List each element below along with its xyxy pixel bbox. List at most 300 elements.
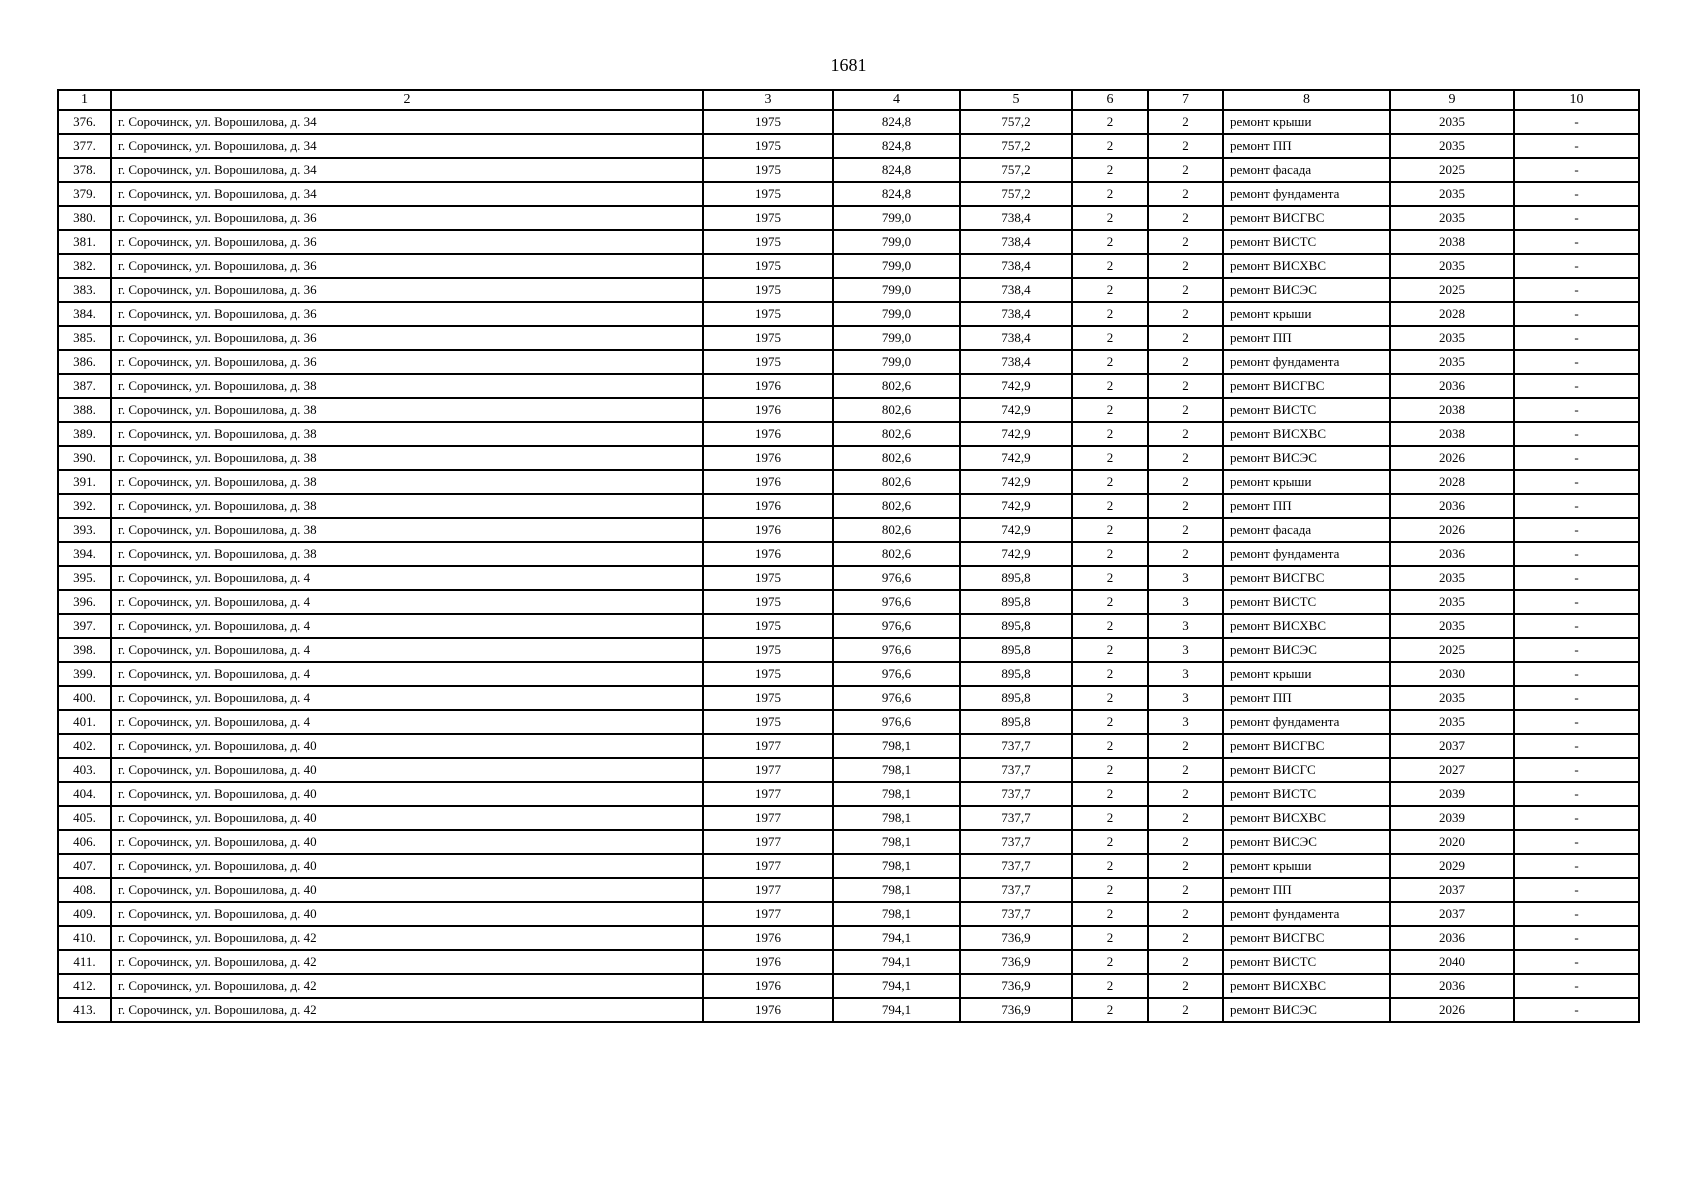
work-type-cell: ремонт ВИСХВС [1223,254,1390,278]
entrances-cell: 2 [1072,446,1148,470]
address-cell: г. Сорочинск, ул. Ворошилова, д. 36 [111,254,703,278]
floors-cell: 2 [1148,926,1223,950]
row-number-cell: 391. [58,470,111,494]
total-area-cell: 798,1 [833,806,960,830]
note-cell: - [1514,830,1639,854]
work-type-cell: ремонт фундамента [1223,350,1390,374]
work-type-cell: ремонт фасада [1223,158,1390,182]
note-cell: - [1514,590,1639,614]
address-cell: г. Сорочинск, ул. Ворошилова, д. 40 [111,806,703,830]
total-area-cell: 794,1 [833,950,960,974]
living-area-cell: 742,9 [960,542,1072,566]
note-cell: - [1514,950,1639,974]
planned-year-cell: 2025 [1390,638,1514,662]
table-row [58,302,1639,326]
work-type-cell: ремонт ВИСГВС [1223,374,1390,398]
address-cell: г. Сорочинск, ул. Ворошилова, д. 4 [111,590,703,614]
note-cell: - [1514,710,1639,734]
row-number-cell: 400. [58,686,111,710]
row-number-cell: 377. [58,134,111,158]
planned-year-cell: 2035 [1390,686,1514,710]
entrances-cell: 2 [1072,206,1148,230]
row-number-cell: 392. [58,494,111,518]
total-area-cell: 976,6 [833,566,960,590]
address-cell: г. Сорочинск, ул. Ворошилова, д. 4 [111,710,703,734]
total-area-cell: 798,1 [833,854,960,878]
table-row [58,974,1639,998]
planned-year-cell: 2035 [1390,710,1514,734]
row-number-cell: 376. [58,110,111,134]
address-cell: г. Сорочинск, ул. Ворошилова, д. 4 [111,662,703,686]
row-number-cell: 390. [58,446,111,470]
note-cell: - [1514,974,1639,998]
total-area-cell: 976,6 [833,638,960,662]
address-cell: г. Сорочинск, ул. Ворошилова, д. 42 [111,998,703,1022]
address-cell: г. Сорочинск, ул. Ворошилова, д. 38 [111,446,703,470]
planned-year-cell: 2037 [1390,902,1514,926]
planned-year-cell: 2025 [1390,278,1514,302]
table-row [58,518,1639,542]
address-cell: г. Сорочинск, ул. Ворошилова, д. 38 [111,422,703,446]
note-cell: - [1514,806,1639,830]
row-number-cell: 408. [58,878,111,902]
note-cell: - [1514,374,1639,398]
work-type-cell: ремонт ВИСЭС [1223,278,1390,302]
build-year-cell: 1976 [703,542,833,566]
planned-year-cell: 2026 [1390,446,1514,470]
total-area-cell: 798,1 [833,878,960,902]
living-area-cell: 737,7 [960,902,1072,926]
living-area-cell: 742,9 [960,398,1072,422]
address-cell: г. Сорочинск, ул. Ворошилова, д. 40 [111,854,703,878]
total-area-cell: 799,0 [833,278,960,302]
work-type-cell: ремонт крыши [1223,110,1390,134]
living-area-cell: 738,4 [960,230,1072,254]
table-row [58,470,1639,494]
floors-cell: 2 [1148,470,1223,494]
total-area-cell: 799,0 [833,326,960,350]
table-row [58,158,1639,182]
work-type-cell: ремонт ВИСГВС [1223,926,1390,950]
address-cell: г. Сорочинск, ул. Ворошилова, д. 40 [111,782,703,806]
work-type-cell: ремонт ВИСХВС [1223,974,1390,998]
floors-cell: 2 [1148,302,1223,326]
floors-cell: 2 [1148,326,1223,350]
entrances-cell: 2 [1072,398,1148,422]
table-row [58,950,1639,974]
row-number-cell: 399. [58,662,111,686]
total-area-cell: 798,1 [833,758,960,782]
living-area-cell: 738,4 [960,206,1072,230]
row-number-cell: 382. [58,254,111,278]
total-area-cell: 802,6 [833,422,960,446]
work-type-cell: ремонт ПП [1223,494,1390,518]
table-row [58,230,1639,254]
entrances-cell: 2 [1072,590,1148,614]
total-area-cell: 798,1 [833,782,960,806]
total-area-cell: 802,6 [833,470,960,494]
row-number-cell: 384. [58,302,111,326]
work-type-cell: ремонт крыши [1223,470,1390,494]
row-number-cell: 388. [58,398,111,422]
build-year-cell: 1976 [703,422,833,446]
living-area-cell: 738,4 [960,278,1072,302]
total-area-cell: 794,1 [833,974,960,998]
living-area-cell: 895,8 [960,590,1072,614]
work-type-cell: ремонт фундамента [1223,710,1390,734]
table-row [58,254,1639,278]
living-area-cell: 895,8 [960,638,1072,662]
total-area-cell: 799,0 [833,254,960,278]
entrances-cell: 2 [1072,518,1148,542]
living-area-cell: 738,4 [960,254,1072,278]
row-number-cell: 383. [58,278,111,302]
note-cell: - [1514,686,1639,710]
build-year-cell: 1977 [703,854,833,878]
floors-cell: 2 [1148,758,1223,782]
repair-schedule-table [57,89,1640,1023]
planned-year-cell: 2028 [1390,470,1514,494]
total-area-cell: 802,6 [833,374,960,398]
work-type-cell: ремонт ВИСХВС [1223,806,1390,830]
floors-cell: 2 [1148,854,1223,878]
planned-year-cell: 2036 [1390,374,1514,398]
column-header: 5 [960,90,1072,110]
entrances-cell: 2 [1072,542,1148,566]
row-number-cell: 394. [58,542,111,566]
table-row [58,134,1639,158]
address-cell: г. Сорочинск, ул. Ворошилова, д. 36 [111,206,703,230]
build-year-cell: 1977 [703,830,833,854]
build-year-cell: 1975 [703,566,833,590]
entrances-cell: 2 [1072,182,1148,206]
table-row [58,662,1639,686]
note-cell: - [1514,158,1639,182]
planned-year-cell: 2037 [1390,878,1514,902]
total-area-cell: 799,0 [833,302,960,326]
total-area-cell: 802,6 [833,518,960,542]
build-year-cell: 1975 [703,254,833,278]
entrances-cell: 2 [1072,758,1148,782]
planned-year-cell: 2040 [1390,950,1514,974]
total-area-cell: 794,1 [833,998,960,1022]
entrances-cell: 2 [1072,830,1148,854]
living-area-cell: 736,9 [960,974,1072,998]
table-row [58,350,1639,374]
build-year-cell: 1976 [703,398,833,422]
address-cell: г. Сорочинск, ул. Ворошилова, д. 36 [111,230,703,254]
address-cell: г. Сорочинск, ул. Ворошилова, д. 40 [111,830,703,854]
total-area-cell: 802,6 [833,494,960,518]
living-area-cell: 895,8 [960,566,1072,590]
floors-cell: 3 [1148,614,1223,638]
living-area-cell: 737,7 [960,878,1072,902]
entrances-cell: 2 [1072,374,1148,398]
work-type-cell: ремонт крыши [1223,302,1390,326]
planned-year-cell: 2029 [1390,854,1514,878]
living-area-cell: 742,9 [960,422,1072,446]
living-area-cell: 736,9 [960,950,1072,974]
work-type-cell: ремонт ВИСЭС [1223,998,1390,1022]
entrances-cell: 2 [1072,782,1148,806]
table-row [58,278,1639,302]
table-row [58,902,1639,926]
address-cell: г. Сорочинск, ул. Ворошилова, д. 42 [111,950,703,974]
entrances-cell: 2 [1072,854,1148,878]
floors-cell: 3 [1148,590,1223,614]
note-cell: - [1514,782,1639,806]
table-row [58,758,1639,782]
living-area-cell: 737,7 [960,758,1072,782]
floors-cell: 2 [1148,110,1223,134]
address-cell: г. Сорочинск, ул. Ворошилова, д. 36 [111,350,703,374]
total-area-cell: 798,1 [833,902,960,926]
total-area-cell: 976,6 [833,686,960,710]
note-cell: - [1514,902,1639,926]
floors-cell: 2 [1148,902,1223,926]
floors-cell: 3 [1148,566,1223,590]
entrances-cell: 2 [1072,302,1148,326]
build-year-cell: 1976 [703,446,833,470]
planned-year-cell: 2036 [1390,542,1514,566]
entrances-cell: 2 [1072,494,1148,518]
address-cell: г. Сорочинск, ул. Ворошилова, д. 38 [111,374,703,398]
row-number-cell: 407. [58,854,111,878]
total-area-cell: 976,6 [833,662,960,686]
entrances-cell: 2 [1072,998,1148,1022]
table-row [58,878,1639,902]
address-cell: г. Сорочинск, ул. Ворошилова, д. 38 [111,398,703,422]
note-cell: - [1514,854,1639,878]
address-cell: г. Сорочинск, ул. Ворошилова, д. 34 [111,110,703,134]
entrances-cell: 2 [1072,974,1148,998]
entrances-cell: 2 [1072,686,1148,710]
planned-year-cell: 2035 [1390,110,1514,134]
total-area-cell: 798,1 [833,734,960,758]
entrances-cell: 2 [1072,638,1148,662]
note-cell: - [1514,758,1639,782]
planned-year-cell: 2035 [1390,254,1514,278]
row-number-cell: 389. [58,422,111,446]
living-area-cell: 742,9 [960,446,1072,470]
build-year-cell: 1975 [703,590,833,614]
work-type-cell: ремонт ВИСТС [1223,590,1390,614]
column-header: 9 [1390,90,1514,110]
entrances-cell: 2 [1072,950,1148,974]
table-row [58,686,1639,710]
planned-year-cell: 2020 [1390,830,1514,854]
entrances-cell: 2 [1072,254,1148,278]
work-type-cell: ремонт фундамента [1223,542,1390,566]
note-cell: - [1514,446,1639,470]
work-type-cell: ремонт ПП [1223,878,1390,902]
total-area-cell: 976,6 [833,614,960,638]
table-row [58,566,1639,590]
build-year-cell: 1977 [703,758,833,782]
planned-year-cell: 2038 [1390,422,1514,446]
planned-year-cell: 2030 [1390,662,1514,686]
work-type-cell: ремонт фасада [1223,518,1390,542]
floors-cell: 2 [1148,254,1223,278]
total-area-cell: 794,1 [833,926,960,950]
row-number-cell: 398. [58,638,111,662]
total-area-cell: 824,8 [833,182,960,206]
work-type-cell: ремонт ПП [1223,326,1390,350]
planned-year-cell: 2038 [1390,230,1514,254]
living-area-cell: 757,2 [960,182,1072,206]
work-type-cell: ремонт ВИСГВС [1223,566,1390,590]
planned-year-cell: 2037 [1390,734,1514,758]
build-year-cell: 1976 [703,374,833,398]
living-area-cell: 742,9 [960,494,1072,518]
table-row [58,614,1639,638]
planned-year-cell: 2035 [1390,590,1514,614]
planned-year-cell: 2035 [1390,182,1514,206]
address-cell: г. Сорочинск, ул. Ворошилова, д. 34 [111,158,703,182]
row-number-cell: 401. [58,710,111,734]
note-cell: - [1514,278,1639,302]
table-row [58,446,1639,470]
planned-year-cell: 2026 [1390,518,1514,542]
floors-cell: 2 [1148,734,1223,758]
entrances-cell: 2 [1072,326,1148,350]
row-number-cell: 381. [58,230,111,254]
column-header: 3 [703,90,833,110]
column-header: 8 [1223,90,1390,110]
entrances-cell: 2 [1072,878,1148,902]
floors-cell: 2 [1148,878,1223,902]
row-number-cell: 393. [58,518,111,542]
address-cell: г. Сорочинск, ул. Ворошилова, д. 34 [111,182,703,206]
living-area-cell: 757,2 [960,158,1072,182]
total-area-cell: 802,6 [833,542,960,566]
build-year-cell: 1976 [703,950,833,974]
living-area-cell: 737,7 [960,782,1072,806]
entrances-cell: 2 [1072,902,1148,926]
note-cell: - [1514,422,1639,446]
build-year-cell: 1975 [703,662,833,686]
address-cell: г. Сорочинск, ул. Ворошилова, д. 42 [111,974,703,998]
work-type-cell: ремонт ПП [1223,686,1390,710]
planned-year-cell: 2038 [1390,398,1514,422]
row-number-cell: 411. [58,950,111,974]
planned-year-cell: 2026 [1390,998,1514,1022]
note-cell: - [1514,206,1639,230]
table-row [58,494,1639,518]
work-type-cell: ремонт крыши [1223,854,1390,878]
work-type-cell: ремонт фундамента [1223,182,1390,206]
build-year-cell: 1977 [703,878,833,902]
work-type-cell: ремонт ВИСХВС [1223,422,1390,446]
work-type-cell: ремонт ВИСГВС [1223,734,1390,758]
total-area-cell: 976,6 [833,590,960,614]
table-row [58,398,1639,422]
table-row [58,590,1639,614]
note-cell: - [1514,614,1639,638]
table-row [58,110,1639,134]
row-number-cell: 406. [58,830,111,854]
total-area-cell: 824,8 [833,110,960,134]
living-area-cell: 895,8 [960,614,1072,638]
row-number-cell: 403. [58,758,111,782]
floors-cell: 2 [1148,998,1223,1022]
row-number-cell: 402. [58,734,111,758]
note-cell: - [1514,926,1639,950]
build-year-cell: 1975 [703,158,833,182]
address-cell: г. Сорочинск, ул. Ворошилова, д. 38 [111,518,703,542]
entrances-cell: 2 [1072,230,1148,254]
planned-year-cell: 2035 [1390,350,1514,374]
planned-year-cell: 2028 [1390,302,1514,326]
work-type-cell: ремонт ВИСТС [1223,782,1390,806]
build-year-cell: 1976 [703,974,833,998]
living-area-cell: 738,4 [960,302,1072,326]
floors-cell: 2 [1148,182,1223,206]
build-year-cell: 1975 [703,710,833,734]
build-year-cell: 1975 [703,614,833,638]
note-cell: - [1514,734,1639,758]
row-number-cell: 386. [58,350,111,374]
header-row [58,90,1639,110]
living-area-cell: 737,7 [960,806,1072,830]
total-area-cell: 798,1 [833,830,960,854]
floors-cell: 2 [1148,782,1223,806]
table-row [58,326,1639,350]
entrances-cell: 2 [1072,806,1148,830]
note-cell: - [1514,326,1639,350]
living-area-cell: 742,9 [960,470,1072,494]
living-area-cell: 738,4 [960,326,1072,350]
address-cell: г. Сорочинск, ул. Ворошилова, д. 40 [111,878,703,902]
address-cell: г. Сорочинск, ул. Ворошилова, д. 38 [111,542,703,566]
entrances-cell: 2 [1072,662,1148,686]
table-body [58,110,1639,1022]
living-area-cell: 895,8 [960,662,1072,686]
living-area-cell: 742,9 [960,518,1072,542]
note-cell: - [1514,254,1639,278]
address-cell: г. Сорочинск, ул. Ворошилова, д. 40 [111,758,703,782]
total-area-cell: 824,8 [833,134,960,158]
planned-year-cell: 2035 [1390,134,1514,158]
living-area-cell: 738,4 [960,350,1072,374]
floors-cell: 3 [1148,662,1223,686]
note-cell: - [1514,350,1639,374]
build-year-cell: 1975 [703,134,833,158]
table-row [58,830,1639,854]
note-cell: - [1514,302,1639,326]
floors-cell: 2 [1148,230,1223,254]
address-cell: г. Сорочинск, ул. Ворошилова, д. 34 [111,134,703,158]
build-year-cell: 1977 [703,782,833,806]
table-row [58,926,1639,950]
table-row [58,734,1639,758]
planned-year-cell: 2025 [1390,158,1514,182]
address-cell: г. Сорочинск, ул. Ворошилова, д. 36 [111,326,703,350]
address-cell: г. Сорочинск, ул. Ворошилова, д. 4 [111,614,703,638]
address-cell: г. Сорочинск, ул. Ворошилова, д. 38 [111,494,703,518]
planned-year-cell: 2027 [1390,758,1514,782]
address-cell: г. Сорочинск, ул. Ворошилова, д. 4 [111,638,703,662]
work-type-cell: ремонт крыши [1223,662,1390,686]
row-number-cell: 385. [58,326,111,350]
floors-cell: 2 [1148,542,1223,566]
entrances-cell: 2 [1072,470,1148,494]
note-cell: - [1514,470,1639,494]
column-header: 1 [58,90,111,110]
floors-cell: 2 [1148,278,1223,302]
row-number-cell: 412. [58,974,111,998]
note-cell: - [1514,878,1639,902]
